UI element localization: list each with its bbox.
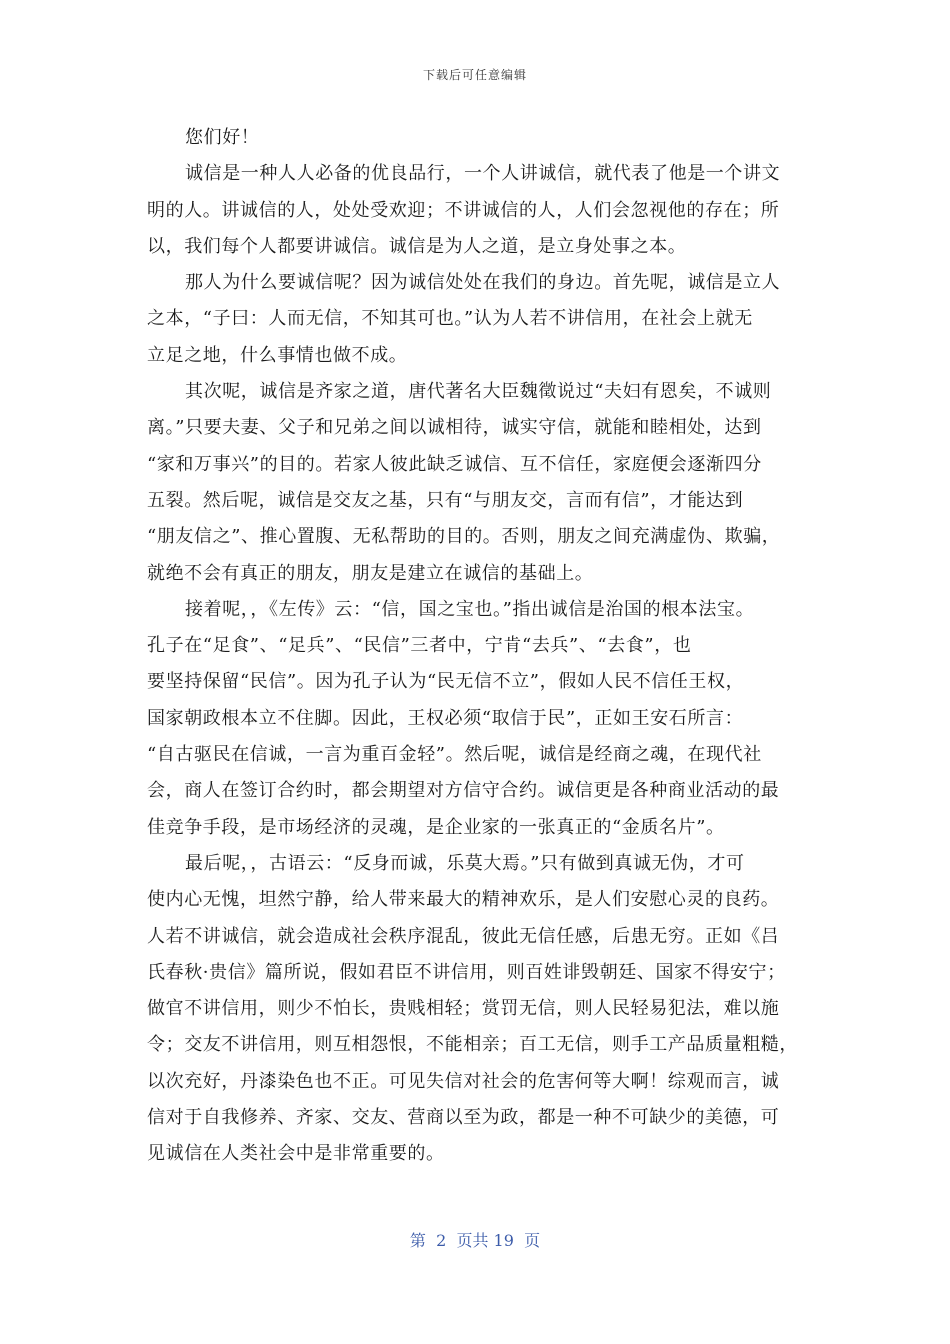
text-line: 信对于自我修养、齐家、交友、营商以至为政，都是一种不可缺少的美德，可 — [147, 1107, 780, 1129]
text-line: 那人为什么要诚信呢？因为诚信处处在我们的身边。首先呢，诚信是立人 — [185, 272, 781, 294]
text-line: “家和万事兴”的目的。若家人彼此缺乏诚信、互不信任，家庭便会逐渐四分 — [147, 453, 762, 475]
text-line: 立足之地，什么事情也做不成。 — [147, 344, 408, 366]
text-line: 五裂。然后呢，诚信是交友之基，只有“与朋友交，言而有信”，才能达到 — [147, 489, 744, 511]
text-line: 之本，“子曰：人而无信，不知其可也。”认为人若不讲信用，在社会上就无 — [147, 308, 753, 330]
page-footer: 第 2 页共 19 页 — [409, 1231, 541, 1250]
text-line: 做官不讲信用，则少不怕长，贵贱相轻；赏罚无信，则人民轻易犯法，难以施 — [147, 998, 780, 1020]
text-line: 国家朝政根本立不住脚。因此，王权必须“取信于民”，正如王安石所言： — [147, 707, 744, 729]
text-line: 令；交友不讲信用，则互相怨恨，不能相亲；百工无信，则手工产品质量粗糙， — [147, 1034, 798, 1056]
text-line: 接着呢，，《左传》云：“信，国之宝也。”指出诚信是治国的根本法宝。 — [185, 598, 755, 620]
text-line: 其次呢，诚信是齐家之道，唐代著名大臣魏徵说过“夫妇有恩矣，不诚则 — [185, 381, 772, 403]
text-line: “朋友信之”、推心置腹、无私帮助的目的。否则，朋友之间充满虚伪、欺骗， — [147, 526, 781, 548]
text-line: 离。”只要夫妻、父子和兄弟之间以诚相待，诚实守信，就能和睦相处，达到 — [147, 417, 762, 439]
text-line: 人若不讲诚信，就会造成社会秩序混乱，彼此无信任感，后患无穷。正如《吕 — [147, 925, 780, 947]
text-line: 您们好！ — [185, 127, 260, 148]
text-line: 要坚持保留“民信”。因为孔子认为“民无信不立”，假如人民不信任王权， — [147, 671, 745, 693]
text-line: 使内心无愧，坦然宁静，给人带来最大的精神欢乐，是人们安慰心灵的良药。 — [147, 889, 780, 911]
text-line: 就绝不会有真正的朋友，朋友是建立在诚信的基础上。 — [147, 562, 594, 584]
text-line: 以次充好，丹漆染色也不正。可见失信对社会的危害何等大啊！综观而言，诚 — [147, 1070, 780, 1092]
text-line: 孔子在“足食”、“足兵”、“民信”三者中，宁肯“去兵”、“去食”，也 — [147, 635, 692, 657]
page-header: 下载后可任意编辑 — [422, 68, 527, 82]
document-body — [147, 120, 803, 1173]
text-line: 诚信是一种人人必备的优良品行，一个人讲诚信，就代表了他是一个讲文 — [185, 163, 781, 185]
text-line: 最后呢，，古语云：“反身而诚，乐莫大焉。”只有做到真诚无伪，才可 — [185, 852, 745, 874]
text-line: 见诚信在人类社会中是非常重要的。 — [147, 1143, 445, 1165]
text-line: 明的人。讲诚信的人，处处受欢迎；不讲诚信的人，人们会忽视他的存在；所 — [147, 199, 780, 221]
text-line: 氏春秋·贵信》篇所说，假如君臣不讲信用，则百姓诽毁朝廷、国家不得安宁； — [147, 961, 786, 983]
text-line: “自古驱民在信诚，一言为重百金轻”。然后呢，诚信是经商之魂，在现代社 — [147, 744, 762, 766]
text-line: 佳竞争手段，是市场经济的灵魂，是企业家的一张真正的“金质名片”。 — [147, 816, 725, 838]
text-line: 以，我们每个人都要讲诚信。诚信是为人之道，是立身处事之本。 — [147, 235, 687, 257]
text-line: 会，商人在签订合约时，都会期望对方信守合约。诚信更是各种商业活动的最 — [147, 780, 780, 802]
